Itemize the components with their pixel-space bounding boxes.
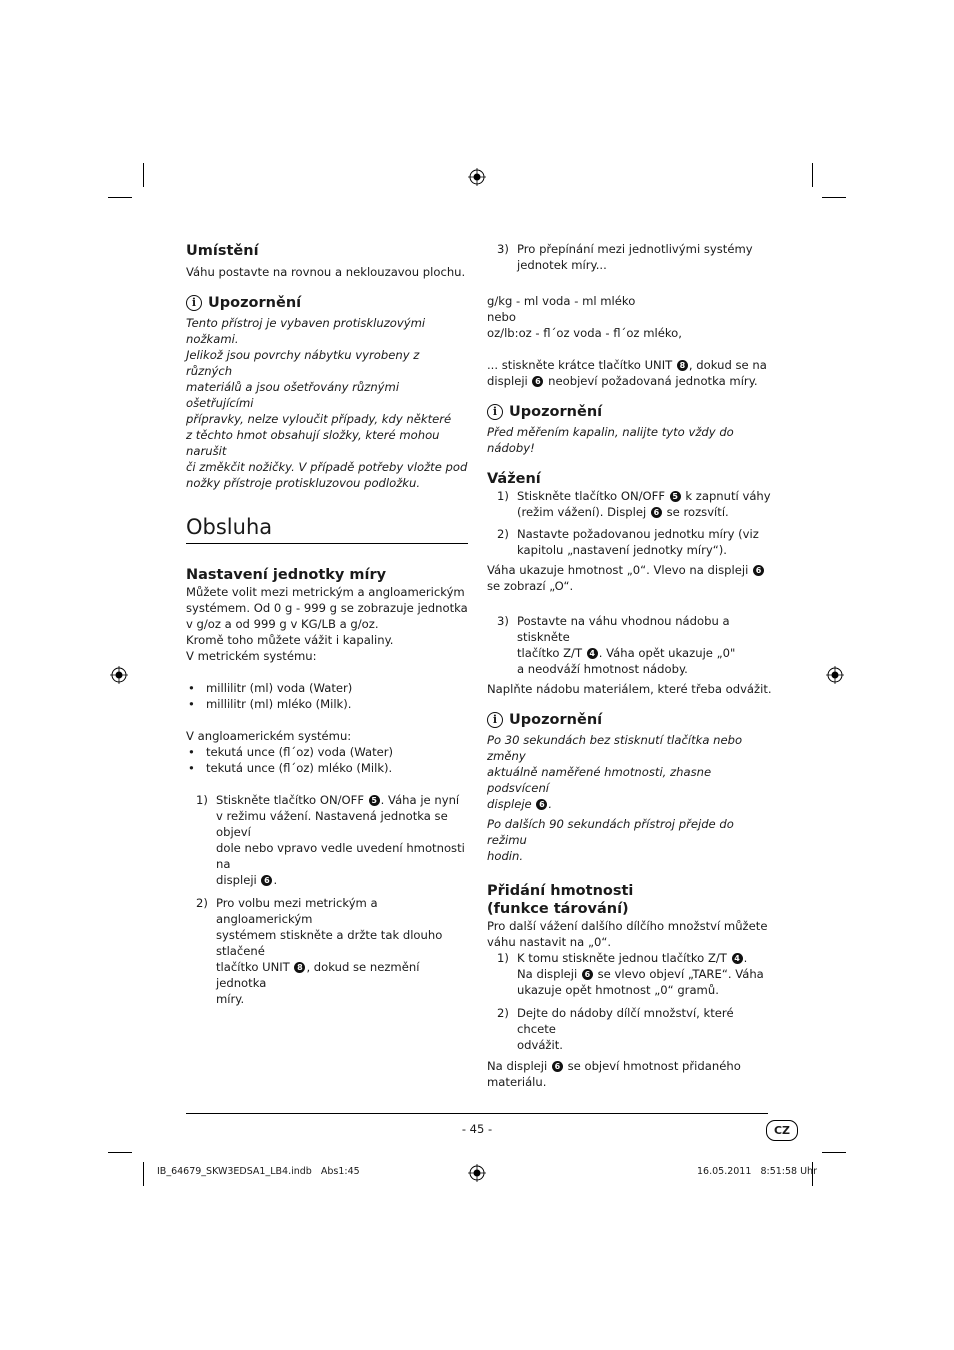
list-item: • tekutá unce (fl´oz) mléko (Milk). xyxy=(188,761,393,775)
footer-rule xyxy=(186,1113,768,1114)
ref-number-badge: 5 xyxy=(670,491,681,502)
list-item: • tekutá unce (fl´oz) voda (Water) xyxy=(188,745,394,759)
list-item: • millilitr (ml) voda (Water) xyxy=(188,681,353,695)
ref-number-badge: 8 xyxy=(294,962,305,973)
bullet-list xyxy=(186,744,468,776)
paragraph: V angloamerickém systému: xyxy=(186,729,352,743)
numbered-step: 1) Stiskněte tlačítko ON/OFF 5 k zapnutí váhy (režim vážení). Displej 6 se rozsvítí. xyxy=(497,489,771,519)
numbered-step: 3) Pro přepínání mezi jednotlivými systémy jednotek míry... xyxy=(497,242,753,272)
paragraph: Naplňte nádobu materiálem, které třeba odvážit. xyxy=(487,682,772,696)
info-icon: i xyxy=(487,712,503,728)
language-badge: CZ xyxy=(766,1120,798,1141)
note-text: Po 30 sekundách bez stisknutí tlačítka nebo změny aktuálně naměřené hmotnosti, zhasne podsvícení displeje 6 . Po dalších 90 sekundách přístroj přejde do režimu hodin. xyxy=(487,733,743,863)
title-rule xyxy=(186,543,468,544)
registration-mark-icon xyxy=(468,168,486,186)
section-heading-nastaveni: Nastavení jednotky míry xyxy=(186,567,387,583)
paragraph: Můžete volit mezi metrickým a angloamerickým systémem. Od 0 g - 999 g se zobrazuje jednotka v g/oz a od 999 g v KG/LB a g/oz. Kromě toho můžete vážit i kapaliny. V metrickém systému: xyxy=(186,585,468,663)
paragraph: Na displeji 6 se objeví hmotnost přidaného materiálu. xyxy=(487,1059,741,1089)
left-column xyxy=(186,242,468,1007)
info-icon: i xyxy=(487,404,503,420)
note-heading: i Upozornění xyxy=(487,711,772,729)
paragraph: g/kg - ml voda - ml mléko nebo oz/lb:oz - fl´oz voda - fl´oz mléko, xyxy=(487,294,682,340)
registration-mark-icon xyxy=(468,1164,486,1182)
note-heading: i Upozornění xyxy=(487,403,772,421)
bullet-list xyxy=(186,680,468,712)
ref-number-badge: 6 xyxy=(536,799,547,810)
numbered-step: 2) Nastavte požadovanou jednotku míry (viz kapitolu „nastavení jednotky míry“). xyxy=(497,527,759,557)
ref-number-badge: 8 xyxy=(677,360,688,371)
crop-mark xyxy=(822,197,846,198)
ref-number-badge: 4 xyxy=(587,648,598,659)
paragraph: ... stiskněte krátce tlačítko UNIT 8 , dokud se na displeji 6 neobjeví požadovaná jednotka míry. xyxy=(487,358,767,388)
paragraph: Pro další vážení dalšího dílčího množství můžete váhu nastavit na „0“. xyxy=(487,919,768,949)
crop-mark xyxy=(143,163,144,187)
numbered-step: 1) K tomu stiskněte jednou tlačítko Z/T 4 . Na displeji 6 se vlevo objeví „TARE“. Váha ukazuje opět hmotnost „0“ gramů. xyxy=(497,951,764,997)
note-heading: i Upozornění xyxy=(186,294,468,312)
print-timestamp: 16.05.2011 8:51:58 Uhr xyxy=(697,1166,817,1177)
numbered-step: 3) Postavte na váhu vhodnou nádobu a stiskněte tlačítko Z/T 4 . Váha opět ukazuje „0" a neodváží hmotnost nádoby. xyxy=(497,614,736,676)
info-icon: i xyxy=(186,295,202,311)
crop-mark xyxy=(143,1162,144,1186)
crop-mark xyxy=(812,163,813,187)
chapter-title-obsluha: Obsluha xyxy=(186,515,273,539)
note-text: Tento přístroj je vybaven protiskluzovými nožkami. Jelikož jsou povrchy nábytku vyrobeny z různých materiálů a jsou ošetřovány různými ošetřujícími přípravky, nelze vyloučit případy, kdy některé z těchto hmot obsahují složky, které mohou narušit či změkčit nožičky. V případě potřeby vložte pod nožky přístroje protiskluzovou podložku. xyxy=(186,316,468,490)
crop-mark xyxy=(108,1152,132,1153)
crop-mark xyxy=(108,197,132,198)
ref-number-badge: 6 xyxy=(532,376,543,387)
ref-number-badge: 6 xyxy=(651,507,662,518)
numbered-step: 1) Stiskněte tlačítko ON/OFF 5 . Váha je nyní v režimu vážení. Nastavená jednotka se objeví dole nebo vpravo vedle uvedení hmotnosti na displeji 6 . xyxy=(196,793,465,887)
ref-number-badge: 6 xyxy=(753,565,764,576)
registration-mark-icon xyxy=(826,666,844,684)
section-heading-umisteni: Umístění xyxy=(186,243,259,259)
ref-number-badge: 4 xyxy=(732,953,743,964)
ref-number-badge: 5 xyxy=(369,795,380,806)
note-text: Před měřením kapalin, nalijte tyto vždy do nádoby! xyxy=(487,425,734,455)
registration-mark-icon xyxy=(110,666,128,684)
numbered-step: 2) Dejte do nádoby dílčí množství, které chcete odvážit. xyxy=(497,1006,734,1052)
numbered-step: 2) Pro volbu mezi metrickým a angloamerickým systémem stiskněte a držte tak dlouho stlačené tlačítko UNIT 8 , dokud se nezmění jednotka míry. xyxy=(196,896,443,1006)
ref-number-badge: 6 xyxy=(552,1061,563,1072)
ref-number-badge: 6 xyxy=(582,969,593,980)
crop-mark xyxy=(822,1152,846,1153)
paragraph: Váhu postavte na rovnou a neklouzavou plochu. xyxy=(186,265,466,279)
ref-number-badge: 6 xyxy=(261,875,272,886)
print-file-info: IB_64679_SKW3EDSA1_LB4.indb Abs1:45 xyxy=(157,1166,360,1177)
section-heading-vazeni: Vážení xyxy=(487,471,541,487)
page-number: - 45 - xyxy=(461,1122,493,1136)
list-item: • millilitr (ml) mléko (Milk). xyxy=(188,697,352,711)
section-heading-tarovani: Přidání hmotnosti (funkce tárování) xyxy=(487,883,634,917)
paragraph: Váha ukazuje hmotnost „0“. Vlevo na displeji 6 se zobrazí „O“. xyxy=(487,562,772,594)
right-column xyxy=(487,241,772,1090)
